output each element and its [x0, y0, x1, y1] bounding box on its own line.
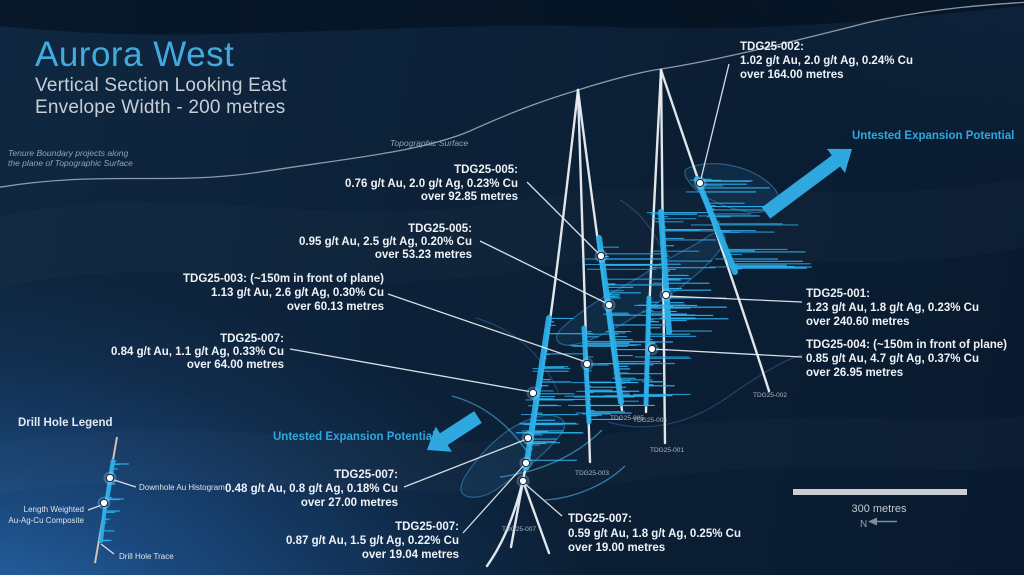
annotation-grades: 1.13 g/t Au, 2.6 g/t Ag, 0.30% Cu [211, 287, 384, 299]
untested-expansion-label-top: Untested Expansion Potential [852, 130, 1015, 142]
annotation-hole-id: TDG25-001: [806, 288, 870, 300]
annotation-grades: 0.95 g/t Au, 2.5 g/t Ag, 0.20% Cu [299, 236, 472, 248]
annotation-grades: 0.76 g/t Au, 2.0 g/t Ag, 0.23% Cu [345, 178, 518, 190]
annotation-interval: over 53.23 metres [374, 249, 472, 261]
annotation-interval: over 60.13 metres [286, 301, 384, 313]
untested-expansion-label-bottom: Untested Expansion Potential [273, 431, 436, 443]
subtitle-line-1: Vertical Section Looking East [35, 75, 287, 96]
subtitle-line-2: Envelope Width - 200 metres [35, 97, 286, 118]
annotation-tdg25-003 [183, 273, 384, 313]
annotation-hole-id: TDG25-002: [740, 41, 804, 53]
annotation-grades: 1.23 g/t Au, 1.8 g/t Ag, 0.23% Cu [806, 302, 979, 314]
annotation-grades: 0.59 g/t Au, 1.8 g/t Ag, 0.25% Cu [568, 528, 741, 540]
annotation-tdg25-005-upper [345, 164, 518, 203]
legend-title: Drill Hole Legend [18, 417, 113, 429]
annotation-hole-id: TDG25-005: [454, 164, 518, 176]
annotation-grades: 0.85 g/t Au, 4.7 g/t Ag, 0.37% Cu [806, 353, 979, 365]
annotation-interval: over 64.00 metres [186, 359, 284, 371]
annotation-interval: over 27.00 metres [300, 497, 398, 509]
annotation-tdg25-007-19.04m [286, 521, 459, 561]
trace-end-label-tdg25-001: TDG25-001 [650, 447, 684, 454]
legend-composite-label-1: Length Weighted [23, 505, 84, 514]
trace-end-label-tdg25-002: TDG25-002 [753, 392, 787, 399]
annotation-tdg25-002 [740, 41, 913, 81]
annotation-hole-id: TDG25-007: [220, 333, 284, 345]
annotation-tdg25-004 [806, 339, 1007, 379]
annotation-tdg25-001 [806, 288, 979, 328]
annotation-hole-id: TDG25-007: [334, 469, 398, 481]
annotation-interval: over 19.00 metres [568, 542, 666, 554]
topographic-surface-label: Topographic Surface [390, 138, 469, 148]
annotation-interval: over 19.04 metres [361, 549, 459, 561]
tenure-note-line-1: Tenure Boundary projects along [8, 148, 129, 158]
annotation-interval: over 164.00 metres [740, 69, 844, 81]
trace-end-label-tdg25-005: TDG25-005 [610, 415, 644, 422]
top-sky-band [0, 0, 1024, 35]
annotation-grades: 0.84 g/t Au, 1.1 g/t Ag, 0.33% Cu [111, 346, 284, 358]
legend-composite-label-2: Au-Ag-Cu Composite [8, 516, 84, 525]
scale-bar-rect [793, 489, 967, 495]
annotation-hole-id: TDG25-007: [395, 521, 459, 533]
north-arrow-head [868, 518, 877, 526]
scale-bar-label: 300 metres [851, 503, 907, 515]
page-title: Aurora West [35, 35, 235, 74]
annotation-interval: over 92.85 metres [420, 191, 518, 203]
trace-end-label-tdg25-003: TDG25-003 [575, 470, 609, 477]
annotation-interval: over 240.60 metres [806, 316, 910, 328]
scale-bar [793, 489, 967, 530]
annotation-grades: 0.48 g/t Au, 0.8 g/t Ag, 0.18% Cu [225, 483, 398, 495]
legend-trace-label: Drill Hole Trace [119, 552, 174, 561]
annotation-tdg25-007-19.00m [568, 513, 741, 554]
north-label: N [860, 519, 868, 530]
legend-histogram-label: Downhole Au Histogram [139, 483, 225, 492]
annotation-grades: 1.02 g/t Au, 2.0 g/t Ag, 0.24% Cu [740, 55, 913, 67]
annotation-hole-id: TDG25-005: [408, 223, 472, 235]
tenure-note-line-2: the plane of Topographic Surface [8, 158, 133, 168]
annotation-tdg25-007-64m [111, 333, 284, 371]
annotation-hole-id: TDG25-007: [568, 513, 632, 525]
annotation-hole-id: TDG25-004: (~150m in front of plane) [806, 339, 1007, 351]
trace-end-label-tdg25-007: TDG25-007 [502, 526, 536, 533]
annotation-interval: over 26.95 metres [806, 367, 904, 379]
annotation-hole-id: TDG25-003: (~150m in front of plane) [183, 273, 384, 285]
trace-end-label-tdg25-004: TDG25-004 [633, 417, 667, 424]
annotation-grades: 0.87 g/t Au, 1.5 g/t Ag, 0.22% Cu [286, 535, 459, 547]
